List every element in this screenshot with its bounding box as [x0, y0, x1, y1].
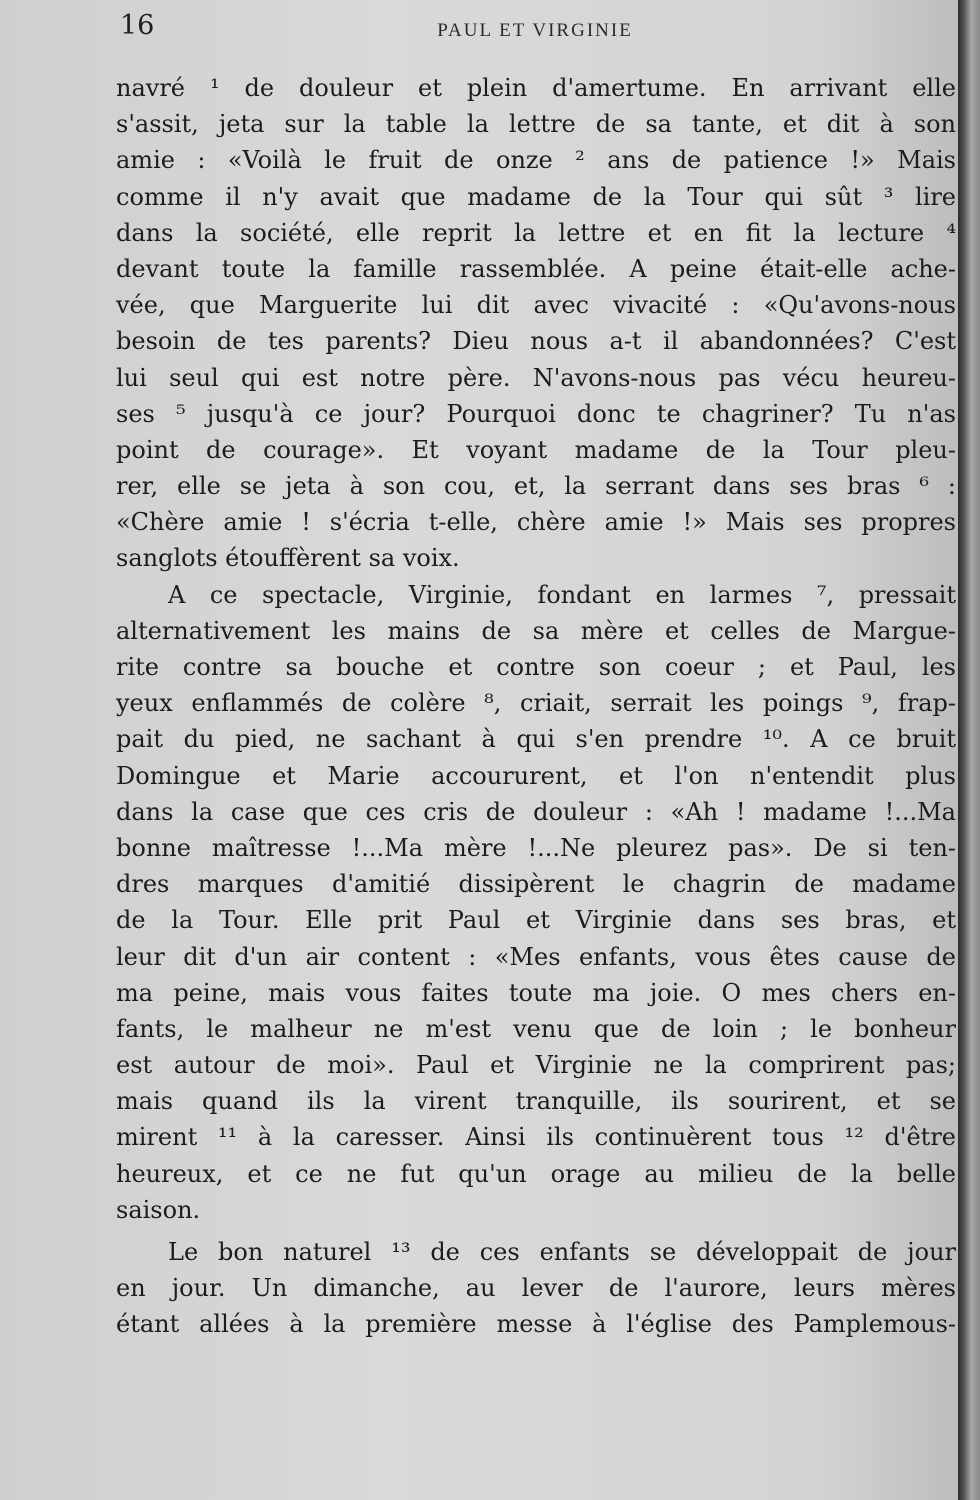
text-line: A ce spectacle, Virginie, fondant en larmes ⁷, pressait	[168, 580, 956, 609]
text-line: devant toute la famille rassemblée. A peine était-elle ache-	[116, 254, 956, 283]
text-line: ma peine, mais vous faites toute ma joie. O mes chers en-	[116, 978, 956, 1007]
text-line: fants, le malheur ne m'est venu que de loin ; le bonheur	[116, 1014, 956, 1043]
text-line: rite contre sa bouche et contre son coeur ; et Paul, les	[116, 653, 956, 681]
text-line: s'assit, jeta sur la table la lettre de sa tante, et dit à son	[116, 110, 956, 139]
page-number: 16	[120, 10, 155, 41]
text-line: lui seul qui est notre père. N'avons-nous pas vécu heureu-	[116, 363, 956, 392]
text-line: besoin de tes parents? Dieu nous a-t il abandonnées? C'est	[116, 327, 956, 356]
text-line: mirent ¹¹ à la caresser. Ainsi ils continuèrent tous ¹² d'être	[116, 1123, 956, 1152]
text-line: Le bon naturel ¹³ de ces enfants se développait de jour	[168, 1238, 956, 1266]
text-line: mais quand ils la virent tranquille, ils sourirent, et se	[116, 1087, 956, 1116]
text-line: dres marques d'amitié dissipèrent le chagrin de madame	[116, 870, 956, 899]
text-line: de la Tour. Elle prit Paul et Virginie dans ses bras, et	[116, 906, 956, 935]
book-gutter	[958, 0, 980, 1500]
text-line: leur dit d'un air content : «Mes enfants, vous êtes cause de	[116, 942, 956, 971]
text-line: Domingue et Marie accoururent, et l'on n'entendit plus	[116, 761, 956, 790]
text-line: heureux, et ce ne fut qu'un orage au milieu de la belle	[116, 1159, 956, 1188]
text-body	[116, 70, 956, 1343]
text-line: bonne maîtresse !...Ma mère !...Ne pleurez pas». De si ten-	[116, 833, 956, 862]
text-line: alternativement les mains de sa mère et celles de Margue-	[116, 616, 956, 645]
text-line: est autour de moi». Paul et Virginie ne la comprirent pas;	[116, 1051, 956, 1080]
text-line: en jour. Un dimanche, au lever de l'aurore, leurs mères	[116, 1274, 956, 1303]
text-line: dans la case que ces cris de douleur : «Ah ! madame !...Ma	[116, 797, 956, 826]
text-line: navré ¹ de douleur et plein d'amertume. En arrivant elle	[116, 74, 956, 102]
running-title: PAUL ET VIRGINIE	[437, 20, 633, 41]
text-line: comme il n'y avait que madame de la Tour qui sût ³ lire	[116, 182, 956, 211]
text-line: sanglots étouffèrent sa voix.	[116, 544, 460, 573]
text-line: pait du pied, ne sachant à qui s'en prendre ¹⁰. A ce bruit	[116, 725, 956, 754]
text-line: vée, que Marguerite lui dit avec vivacité : «Qu'avons-nous	[116, 291, 956, 320]
text-line: rer, elle se jeta à son cou, et, la serrant dans ses bras ⁶ :	[116, 472, 956, 501]
text-line: ses ⁵ jusqu'à ce jour? Pourquoi donc te chagriner? Tu n'as	[116, 399, 956, 428]
text-line: amie : «Voilà le fruit de onze ² ans de patience !» Mais	[116, 146, 956, 175]
text-line: saison.	[116, 1195, 201, 1224]
text-line: «Chère amie ! s'écria t-elle, chère amie !» Mais ses propres	[116, 508, 956, 537]
text-line: dans la société, elle reprit la lettre et en fit la lecture ⁴	[116, 218, 956, 247]
text-line: étant allées à la première messe à l'église des Pamplemous-	[116, 1310, 956, 1339]
text-line: point de courage». Et voyant madame de la Tour pleu-	[116, 435, 956, 464]
text-line: yeux enflammés de colère ⁸, criait, serrait les poings ⁹, frap-	[116, 689, 956, 718]
